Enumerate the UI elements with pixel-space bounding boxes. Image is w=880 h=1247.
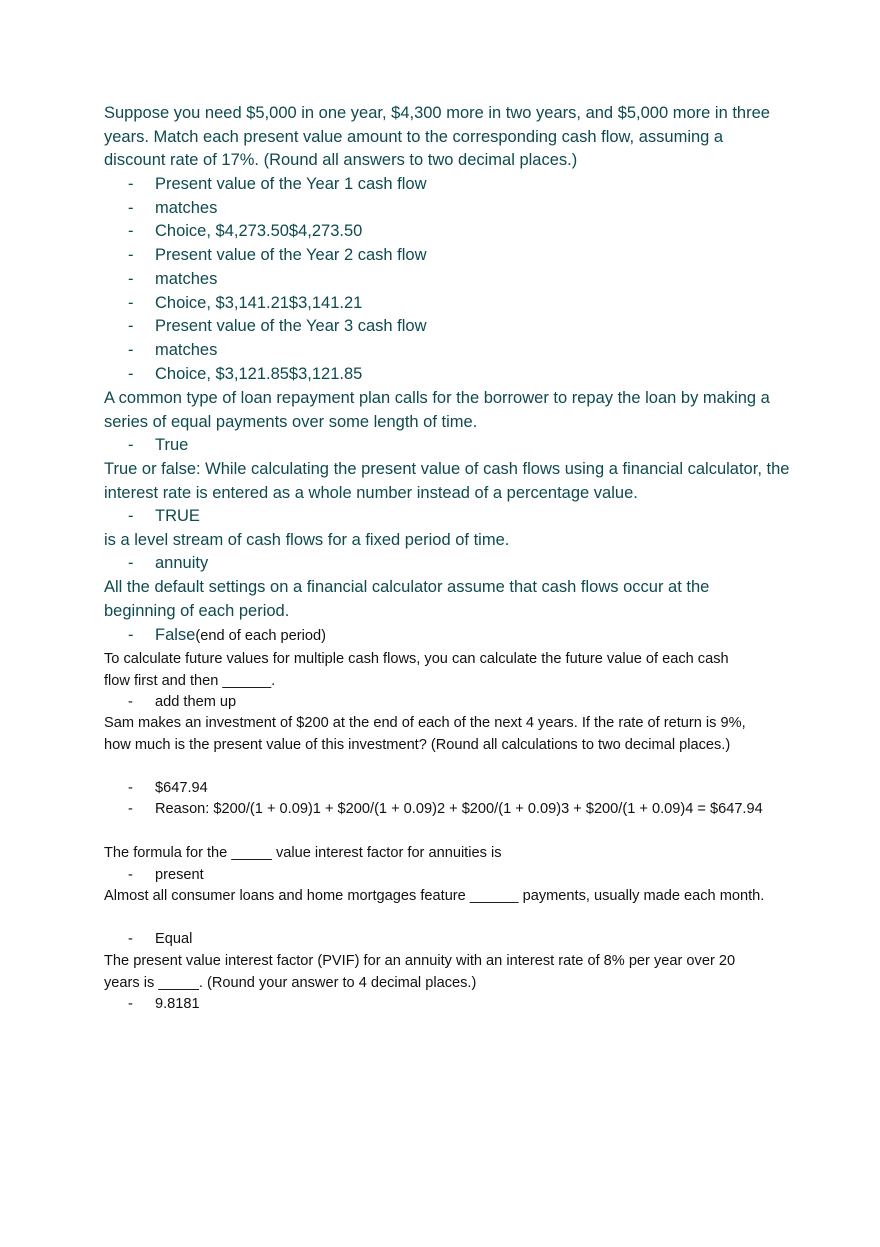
question-text: All the default settings on a financial calculator assume that cash flows occur at the beginning of each period.	[104, 578, 710, 620]
bullet-dash: -	[128, 317, 134, 335]
answer-text: Present value of the Year 3 cash flow	[155, 317, 427, 335]
answer-text: Present value of the Year 1 cash flow	[155, 175, 427, 193]
bullet-dash: -	[128, 341, 134, 359]
answer-reason: Reason: $200/(1 + 0.09)1 + $200/(1 + 0.09)2 + $200/(1 + 0.09)3 + $200/(1 + 0.09)4 = $647.94	[155, 801, 763, 817]
answer-text: Equal	[155, 931, 193, 947]
question-text: To calculate future values for multiple cash flows, you can calculate the future value of each cash flow first and then ______.	[104, 651, 729, 689]
answer-text: matches	[155, 270, 218, 288]
answer-text: Present value of the Year 2 cash flow	[155, 246, 427, 264]
question-text: Almost all consumer loans and home mortgages feature ______ payments, usually made each month.	[104, 888, 765, 904]
bullet-dash: -	[128, 246, 134, 264]
question-text: Suppose you need $5,000 in one year, $4,300 more in two years, and $5,000 more in three years. Match each present value amount to the corresponding cash flow, assuming a discount rate of 17%. (Round all answers to two decimal places.)	[104, 104, 770, 170]
answer-text	[155, 624, 755, 649]
question-text: is a level stream of cash flows for a fixed period of time.	[104, 531, 510, 549]
answer-text: add them up	[155, 694, 237, 710]
bullet-dash: -	[128, 996, 133, 1012]
bullet-dash: -	[128, 365, 134, 383]
answer-text: present	[155, 867, 204, 883]
question-text: Sam makes an investment of $200 at the end of each of the next 4 years. If the rate of return is 9%, how much is the present value of this investment? (Round all calculations to two decimal places.)	[104, 715, 746, 753]
bullet-dash: -	[128, 294, 134, 312]
answer-text: $647.94	[155, 780, 208, 796]
bullet-dash: -	[128, 507, 134, 525]
bullet-dash: -	[128, 801, 133, 817]
bullet-dash: -	[128, 222, 134, 240]
bullet-dash: -	[128, 436, 134, 454]
bullet-dash: -	[128, 270, 134, 288]
answer-text: 9.8181	[155, 996, 200, 1012]
bullet-dash: -	[128, 867, 133, 883]
bullet-dash: -	[128, 175, 134, 193]
question-text: The formula for the _____ value interest factor for annuities is	[104, 845, 502, 861]
answer-text: annuity	[155, 554, 209, 572]
answer-text: matches	[155, 341, 218, 359]
bullet-dash: -	[128, 931, 133, 947]
bullet-dash: -	[128, 199, 134, 217]
bullet-dash: -	[128, 780, 133, 796]
answer-value: False	[155, 626, 196, 644]
question-text: The present value interest factor (PVIF) for an annuity with an interest rate of 8% per year over 20 years is _____. (Round your answer to 4 decimal places.)	[104, 953, 736, 991]
answer-text: Choice, $4,273.50$4,273.50	[155, 222, 363, 240]
answer-note: (end of each period)	[195, 628, 326, 644]
bullet-dash: -	[128, 694, 133, 710]
answer-text: matches	[155, 199, 218, 217]
question-text: True or false: While calculating the present value of cash flows using a financial calculator, the interest rate is entered as a whole number instead of a percentage value.	[104, 460, 790, 502]
bullet-dash: -	[128, 554, 134, 572]
bullet-dash: -	[128, 626, 134, 644]
answer-text: TRUE	[155, 507, 200, 525]
question-text: A common type of loan repayment plan calls for the borrower to repay the loan by making a series of equal payments over some length of time.	[104, 389, 770, 431]
answer-text: Choice, $3,141.21$3,141.21	[155, 294, 363, 312]
answer-text: Choice, $3,121.85$3,121.85	[155, 365, 363, 383]
answer-text: True	[155, 436, 189, 454]
